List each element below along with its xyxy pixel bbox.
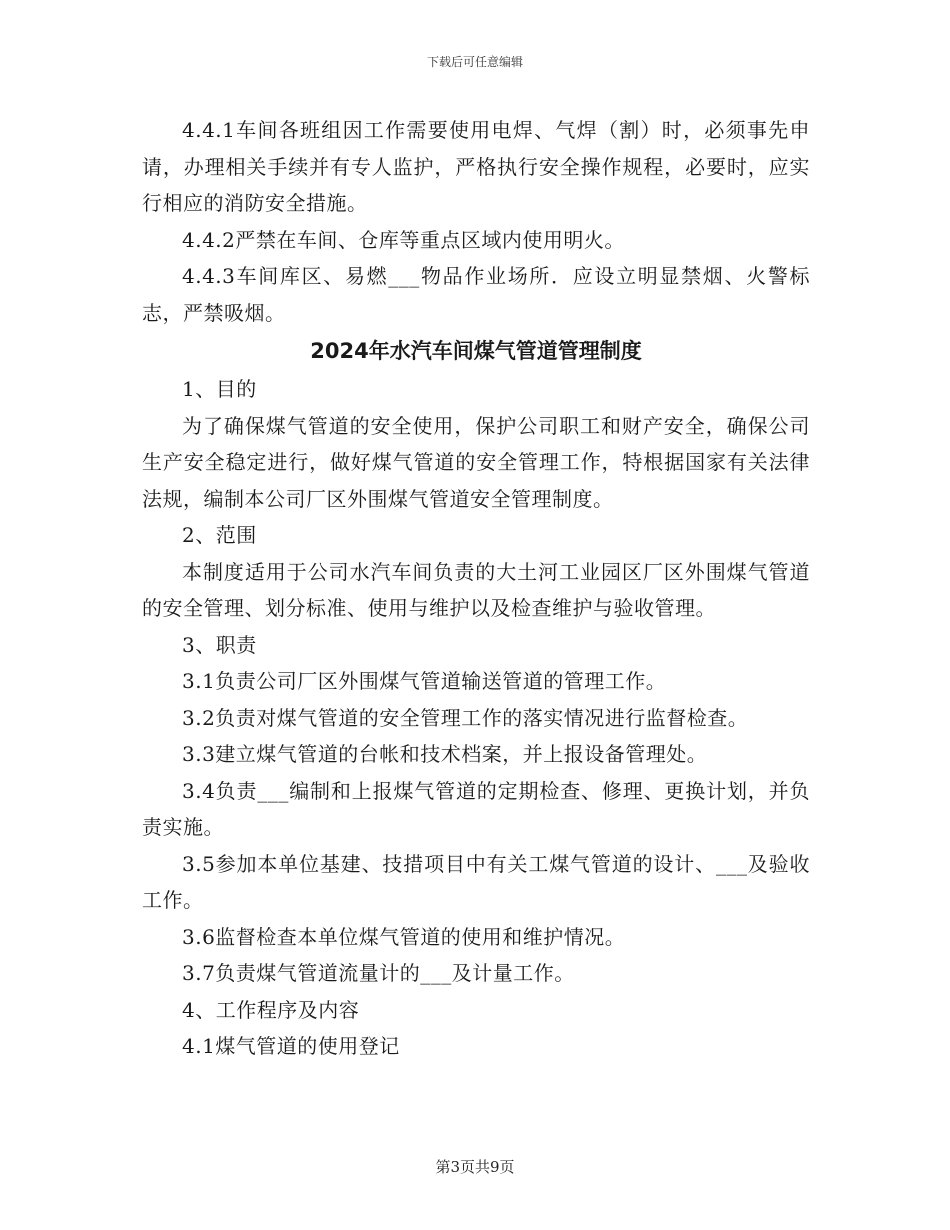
document-title: 2024年水汽车间煤气管道管理制度 [310, 339, 642, 363]
page-number: 第3页共9页 [435, 1158, 515, 1176]
document-body [142, 112, 810, 1065]
paragraph: 3.7负责煤气管道流量计的___及计量工作。 [182, 961, 575, 985]
section-heading: 2、范围 [182, 523, 257, 547]
paragraph: 3.1负责公司厂区外围煤气管道输送管道的管理工作。 [182, 669, 667, 693]
paragraph: 为了确保煤气管道的安全使用，保护公司职工和财产安全，确保公司生产安全稳定进行，做好煤气管道的安全管理工作，特根据国家有关法律法规，编制本公司厂区外围煤气管道安全管理制度。 [142, 413, 810, 511]
section-heading: 3、职责 [182, 632, 257, 657]
paragraph: 本制度适用于公司水汽车间负责的大土河工业园区厂区外围煤气管道的安全管理、划分标准、使用与维护以及检查维护与验收管理。 [142, 559, 810, 620]
page-header-note: 下载后可任意编辑 [426, 55, 523, 69]
paragraph: 3.3建立煤气管道的台帐和技术档案，并上报设备管理处。 [182, 742, 708, 766]
paragraph: 3.4负责___编制和上报煤气管道的定期检查、修理、更换计划，并负责实施。 [142, 778, 810, 839]
section-heading: 1、目的 [182, 377, 257, 401]
paragraph: 4.4.2严禁在车间、仓库等重点区域内使用明火。 [182, 227, 625, 252]
paragraph: 3.2负责对煤气管道的安全管理工作的落实情况进行监督检查。 [182, 705, 749, 730]
paragraph: 4.4.1车间各班组因工作需要使用电焊、气焊（割）时，必须事先申请，办理相关手续并有专人监护，严格执行安全操作规程，必要时，应实行相应的消防安全措施。 [142, 118, 810, 215]
paragraph: 4.4.3车间库区、易燃___物品作业场所．应设立明显禁烟、火警标志，严禁吸烟。 [142, 264, 810, 325]
paragraph: 3.5参加本单位基建、技措项目中有关工煤气管道的设计、___及验收工作。 [142, 851, 810, 912]
paragraph: 3.6监督检查本单位煤气管道的使用和维护情况。 [182, 924, 626, 949]
paragraph: 4.1煤气管道的使用登记 [182, 1034, 400, 1058]
section-heading: 4、工作程序及内容 [182, 997, 360, 1022]
